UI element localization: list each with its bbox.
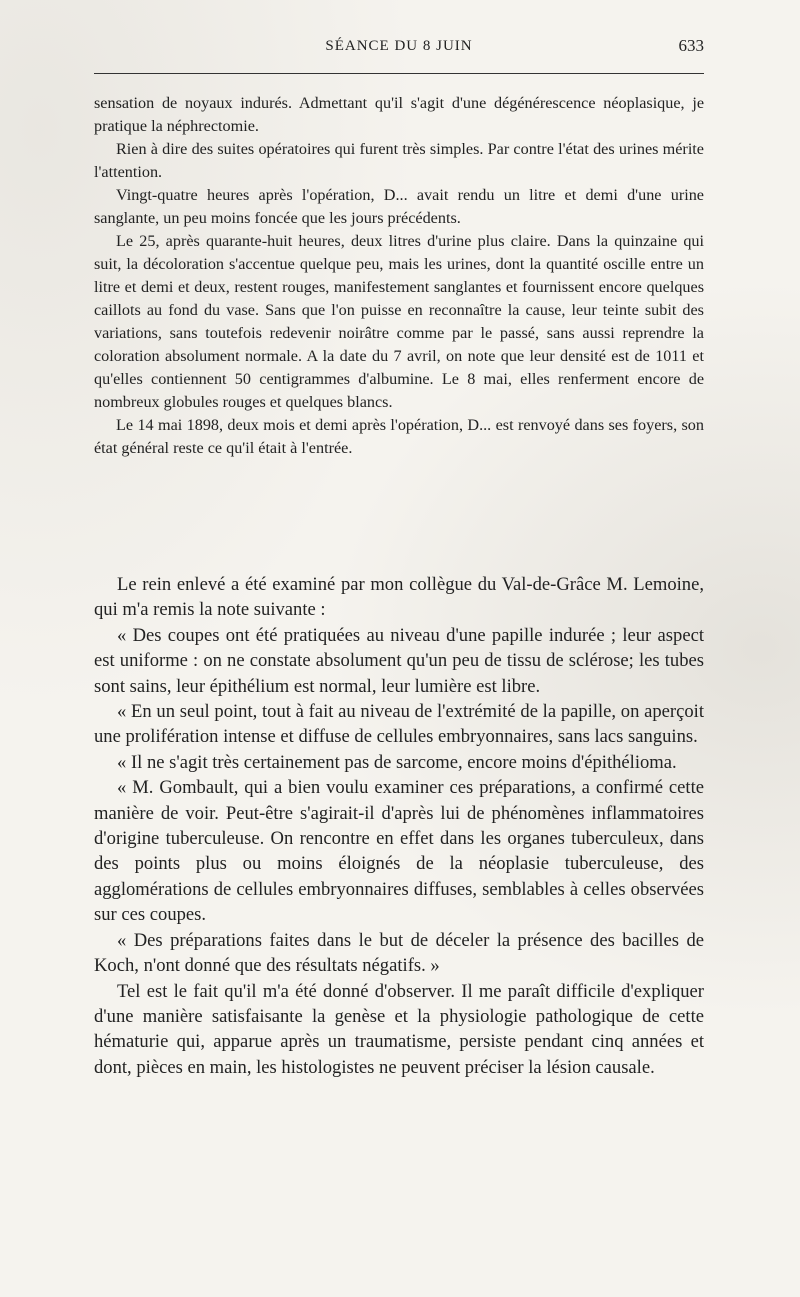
paragraph: « Des coupes ont été pratiquées au niveau d'une papille indurée ; leur aspect est uniforme : on ne constate absolument qu'un peu de tissu de sclérose; les tubes sont sains, leur épithélium est normal, leur lumière est libre.	[94, 624, 704, 697]
case-report-section	[94, 92, 704, 460]
paragraph: « En un seul point, tout à fait au niveau de l'extrémité de la papille, on aperçoit une prolifération intense et diffuse de cellules embryonnaires, sans lacs sanguins.	[94, 701, 704, 748]
header-rule	[94, 73, 704, 74]
paragraph: Le 14 mai 1898, deux mois et demi après l'opération, D... est renvoyé dans ses foyers, son état général reste ce qu'il était à l'entrée.	[94, 416, 704, 457]
paragraph: Rien à dire des suites opératoires qui furent très simples. Par contre l'état des urines mérite l'attention.	[94, 140, 704, 181]
page-header	[94, 36, 704, 60]
paragraph: « M. Gombault, qui a bien voulu examiner ces préparations, a confirmé cette manière de voir. Peut-être s'agirait-il d'après lui de phénomènes inflammatoires d'origine tuberculeuse. On rencontre en effet dans les organes tuberculeux, dans des points plus ou moins éloignés de la néoplasie tuberculeuse, des agglomérations de cellules embryonnaires diffuses, semblables à celles observées sur ces coupes.	[94, 777, 704, 926]
paragraph: « Il ne s'agit très certainement pas de sarcome, encore moins d'épithélioma.	[117, 751, 677, 773]
paragraph: Le 25, après quarante-huit heures, deux litres d'urine plus claire. Dans la quinzaine qui suit, la décoloration s'accentue quelque peu, mais les urines, dont la quantité oscille entre un litre et demi et deux, restent rouges, manifestement sanglantes et fournissent encore quelques caillots au fond du vase. Sans que l'on puisse en reconnaître la cause, leur teinte subit des variations, sans toutefois redevenir noirâtre comme par le passé, sans aussi reprendre la coloration absolument normale. A la date du 7 avril, on note que leur densité est de 1011 et qu'elles contiennent 50 centigrammes d'albumine. Le 8 mai, elles renferment encore de nombreux globules rouges et quelques blancs.	[94, 232, 704, 411]
page-number: 633	[678, 36, 704, 55]
running-head: SÉANCE DU 8 JUIN	[325, 38, 473, 54]
paragraph: « Des préparations faites dans le but de déceler la présence des bacilles de Koch, n'ont donné que des résultats négatifs. »	[94, 929, 704, 977]
paragraph: Vingt-quatre heures après l'opération, D... avait rendu un litre et demi d'une urine sanglante, un peu moins foncée que les jours précédents.	[94, 186, 704, 227]
paragraph: sensation de noyaux indurés. Admettant qu'il s'agit d'une dégénérescence néoplasique, je pratique la néphrectomie.	[94, 94, 704, 135]
paragraph: Le rein enlevé a été examiné par mon collègue du Val-de-Grâce M. Lemoine, qui m'a remis la note suivante :	[94, 574, 704, 621]
discussion-section	[94, 572, 704, 1080]
paragraph: Tel est le fait qu'il m'a été donné d'observer. Il me paraît difficile d'expliquer d'une manière satisfaisante la genèse et la physiologie pathologique de cette hématurie qui, apparue après un traumatisme, persiste pendant cinq années et dont, pièces en main, les histologistes ne peuvent préciser la lésion causale.	[94, 980, 704, 1078]
